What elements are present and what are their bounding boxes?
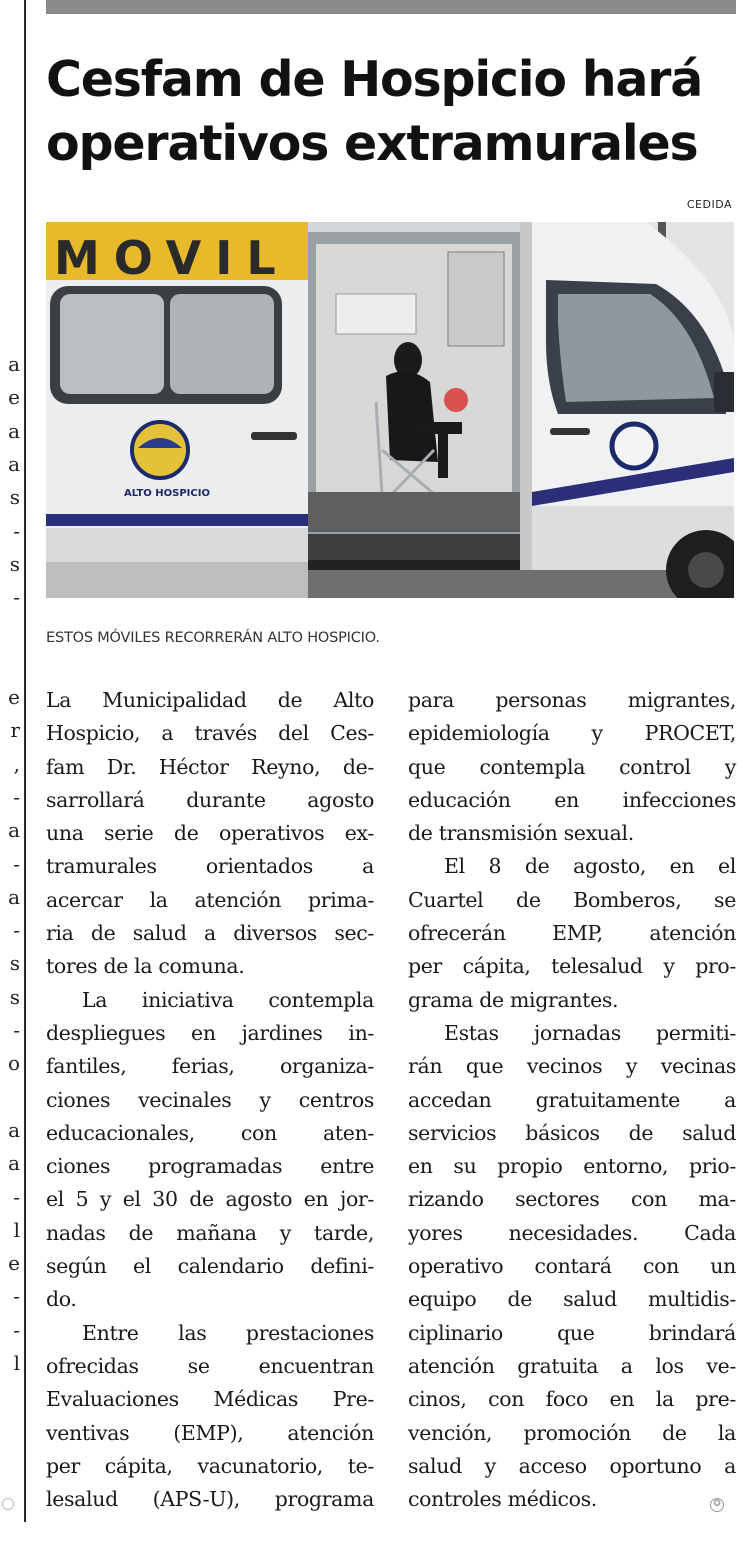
previous-column-fragment: s — [9, 951, 20, 976]
photo-caption: ESTOS MÓVILES RECORRERÁN ALTO HOSPICIO. — [46, 630, 380, 646]
column-right-line: que contempla control y — [408, 754, 736, 779]
column-right-line: en su propio entorno, prio- — [408, 1154, 736, 1179]
column-left-line: fantiles, ferias, organiza- — [46, 1054, 374, 1079]
column-right-line: rizando sectores con ma- — [408, 1187, 736, 1212]
police-emblem — [612, 424, 656, 468]
column-right-line: rán que vecinos y vecinas — [408, 1054, 736, 1079]
column-right-line: yores necesidades. Cada — [408, 1220, 736, 1245]
column-left-line: lesalud (APS-U), programa — [46, 1487, 374, 1512]
column-left-line: el 5 y el 30 de agosto en jor- — [46, 1187, 374, 1212]
previous-column-fragment: s — [9, 485, 20, 510]
column-left-line: educacionales, con aten- — [46, 1120, 374, 1145]
column-right-line: ciplinario que brindará — [408, 1320, 736, 1345]
previous-column-fragment: a — [8, 352, 20, 376]
column-right-line: ofrecerán EMP, atención — [408, 921, 736, 946]
column-right-line: controles médicos. — [408, 1487, 597, 1512]
previous-column-fragment: a — [8, 451, 20, 476]
previous-column-fragment: - — [13, 1284, 20, 1309]
column-right-line: de transmisión sexual. — [408, 821, 634, 846]
previous-column-fragment: s — [9, 551, 20, 576]
previous-column-fragment: - — [13, 1018, 20, 1042]
column-left-line: Evaluaciones Médicas Pre- — [46, 1387, 374, 1412]
previous-column-fragment: a — [8, 418, 20, 443]
previous-column-fragment: l — [13, 1351, 20, 1375]
article-column-left — [46, 684, 374, 1516]
column-right-line: epidemiología y PROCET, — [408, 721, 736, 746]
previous-column-fragment: - — [13, 1317, 20, 1342]
adjacent-end-mark-icon — [2, 1498, 14, 1510]
column-left-line: La iniciativa contempla — [82, 987, 374, 1012]
previous-column-fragment: l — [13, 1217, 20, 1242]
previous-column-fragment: a — [8, 884, 20, 909]
column-left-line: tramurales orientados a — [46, 854, 374, 879]
article-end-mark-icon: ✪ — [710, 1498, 724, 1512]
column-left-line: ofrecidas se encuentran — [46, 1353, 374, 1378]
column-right-line: atención gratuita a los ve- — [408, 1353, 736, 1378]
column-left-line: Entre las prestaciones — [82, 1320, 374, 1345]
previous-column-fragment: s — [9, 984, 20, 1009]
column-left-line: ciones vecinales y centros — [46, 1087, 374, 1112]
column-left-line: nadas de mañana y tarde, — [46, 1220, 374, 1245]
previous-column-fragment: , — [13, 751, 20, 776]
logo-text: ALTO HOSPICIO — [124, 488, 210, 499]
column-left-line: despliegues en jardines in- — [46, 1020, 374, 1045]
headline-line-2: operativos extramurales — [46, 115, 698, 172]
previous-column-fragment: e — [8, 1251, 20, 1276]
top-rule — [46, 0, 736, 14]
column-right-line: operativo contará con un — [408, 1254, 736, 1279]
article-column-right — [408, 684, 736, 1516]
van-sign-text: MOVIL — [54, 231, 290, 285]
column-left-line: Hospicio, a través del Ces- — [46, 721, 374, 746]
column-right-line: accedan gratuitamente a — [408, 1087, 736, 1112]
column-right-line: para personas migrantes, — [408, 688, 736, 712]
column-right-line: per cápita, telesalud y pro- — [408, 954, 736, 979]
previous-column-fragment: a — [8, 1151, 20, 1176]
column-left-line: según el calendario defini- — [46, 1254, 374, 1279]
column-divider — [24, 0, 26, 1522]
previous-column-fragment: a — [8, 1117, 20, 1142]
previous-column-fragment: - — [13, 518, 20, 543]
previous-column-fragment: e — [8, 385, 20, 410]
previous-column-fragment: a — [8, 818, 20, 843]
column-left-line: ria de salud a diversos sec- — [46, 921, 374, 946]
column-right-line: Cuartel de Bomberos, se — [408, 887, 736, 912]
column-left-line: do. — [46, 1287, 77, 1312]
previous-column-fragment: - — [13, 1184, 20, 1209]
column-right-line: vención, promoción de la — [408, 1420, 736, 1445]
column-right-line: equipo de salud multidis- — [408, 1287, 736, 1312]
column-left-line: ventivas (EMP), atención — [46, 1420, 374, 1445]
previous-column-fragment: - — [13, 851, 20, 876]
column-left-line: una serie de operativos ex- — [46, 821, 374, 846]
column-left-line: La Municipalidad de Alto — [46, 688, 374, 712]
municipal-logo — [132, 422, 188, 478]
photo-credit: CEDIDA — [686, 198, 732, 211]
headline-line-1: Cesfam de Hospicio hará — [46, 51, 703, 108]
previous-column-fragment: - — [13, 784, 20, 809]
column-right-line: Estas jornadas permiti- — [444, 1020, 736, 1045]
previous-column-fragment: o — [7, 1051, 20, 1076]
column-left-line: sarrollará durante agosto — [46, 787, 374, 812]
headline — [46, 48, 746, 176]
column-right-line: grama de migrantes. — [408, 987, 619, 1012]
column-right-line: El 8 de agosto, en el — [444, 854, 736, 879]
previous-column-fragment: - — [13, 585, 20, 610]
column-left-line: acercar la atención prima- — [46, 887, 374, 912]
previous-column-fragment: e — [8, 685, 20, 709]
previous-column-fragment: r — [10, 718, 20, 743]
column-left-line: ciones programadas entre — [46, 1154, 374, 1179]
column-right-line: educación en infecciones — [408, 787, 736, 812]
column-right-line: servicios básicos de salud — [408, 1120, 736, 1145]
column-right-line: salud y acceso oportuno a — [408, 1453, 736, 1478]
column-left-line: tores de la comuna. — [46, 954, 245, 979]
column-right-line: cinos, con foco en la pre- — [408, 1387, 736, 1412]
column-left-line: per cápita, vacunatorio, te- — [46, 1453, 374, 1478]
van-illustration — [46, 222, 734, 598]
article-photo — [46, 222, 734, 598]
column-left-line: fam Dr. Héctor Reyno, de- — [46, 754, 374, 779]
previous-column-fragment: - — [13, 918, 20, 943]
